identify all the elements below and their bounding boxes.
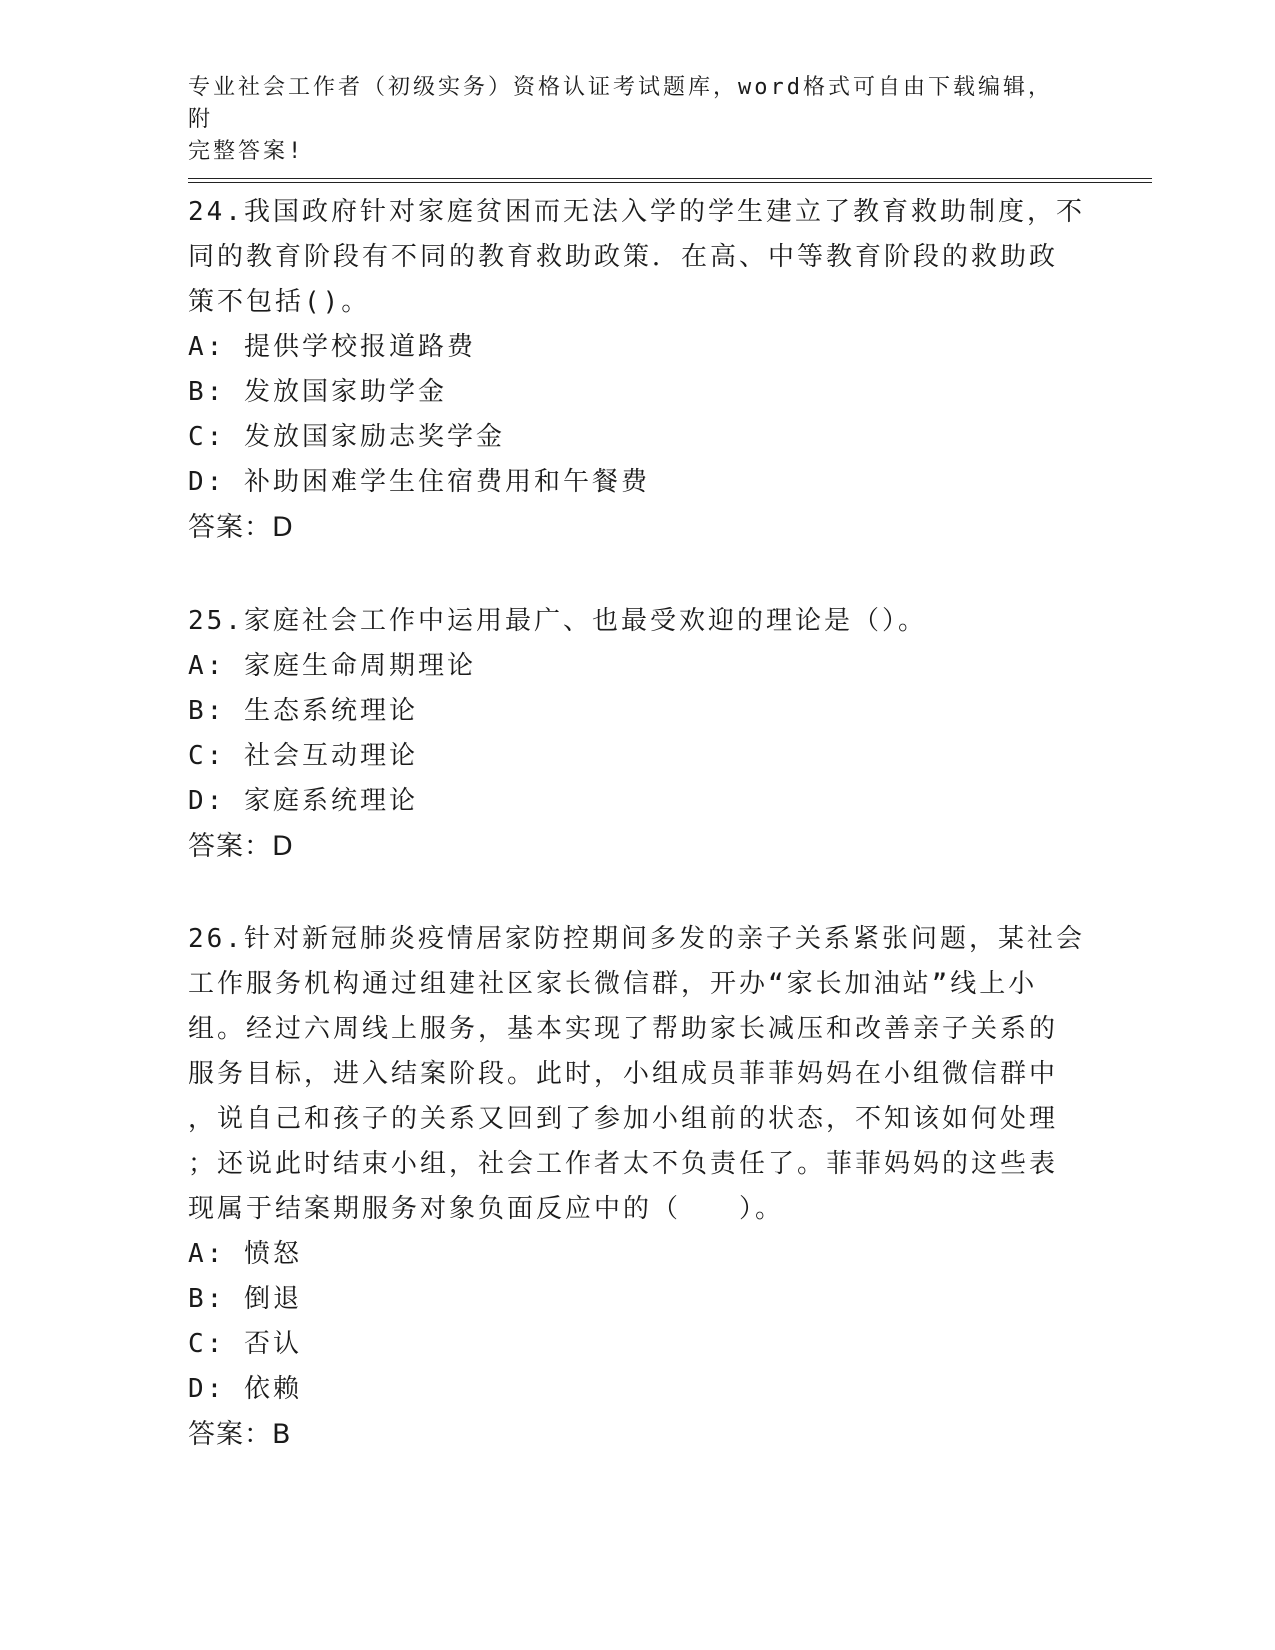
question-25 (188, 599, 1088, 870)
page-header (188, 72, 1068, 168)
option-a: A: 愤怒 (188, 1239, 302, 1269)
question-stem-line: 26.针对新冠肺炎疫情居家防控期间多发的亲子关系紧张问题，某社会 (188, 924, 1085, 954)
header-divider-bottom (188, 182, 1152, 183)
option-c: C: 否认 (188, 1329, 302, 1359)
question-stem-line: ，说自己和孩子的关系又回到了参加小组前的状态，不知该如何处理 (188, 1104, 1059, 1134)
question-stem-line: 现属于结案期服务对象负面反应中的（ ）。 (188, 1194, 785, 1224)
option-b: B: 发放国家助学金 (188, 377, 447, 407)
question-stem-line: 服务目标，进入结案阶段。此时，小组成员菲菲妈妈在小组微信群中 (188, 1059, 1059, 1089)
answer: 答案：D (188, 512, 294, 543)
question-24 (188, 190, 1088, 551)
question-stem-line: 组。经过六周线上服务，基本实现了帮助家长减压和改善亲子关系的 (188, 1014, 1059, 1044)
option-b: B: 倒退 (188, 1284, 302, 1314)
question-stem-line: 工作服务机构通过组建社区家长微信群，开办“家长加油站”线上小 (188, 969, 1038, 999)
header-divider-top (188, 178, 1152, 179)
question-stem-line: 25.家庭社会工作中运用最广、也最受欢迎的理论是（）。 (188, 606, 927, 636)
question-stem-line: 策不包括()。 (188, 287, 371, 317)
answer: 答案：D (188, 831, 294, 862)
option-b: B: 生态系统理论 (188, 696, 418, 726)
option-c: C: 发放国家励志奖学金 (188, 422, 505, 452)
question-stem-line: 同的教育阶段有不同的教育救助政策．在高、中等教育阶段的救助政 (188, 242, 1059, 272)
option-a: A: 提供学校报道路费 (188, 332, 476, 362)
option-d: D: 家庭系统理论 (188, 786, 418, 816)
option-c: C: 社会互动理论 (188, 741, 418, 771)
option-d: D: 补助困难学生住宿费用和午餐费 (188, 467, 650, 497)
option-d: D: 依赖 (188, 1374, 302, 1404)
question-stem-line: 24.我国政府针对家庭贫困而无法入学的学生建立了教育救助制度，不 (188, 197, 1085, 227)
answer: 答案：B (188, 1419, 292, 1450)
question-stem-line: ；还说此时结束小组，社会工作者太不负责任了。菲菲妈妈的这些表 (188, 1149, 1059, 1179)
question-26 (188, 917, 1088, 1458)
option-a: A: 家庭生命周期理论 (188, 651, 476, 681)
header-line-1: 专业社会工作者（初级实务）资格认证考试题库，word格式可自由下载编辑，附 (188, 75, 1053, 132)
header-line-2: 完整答案! (188, 139, 305, 164)
